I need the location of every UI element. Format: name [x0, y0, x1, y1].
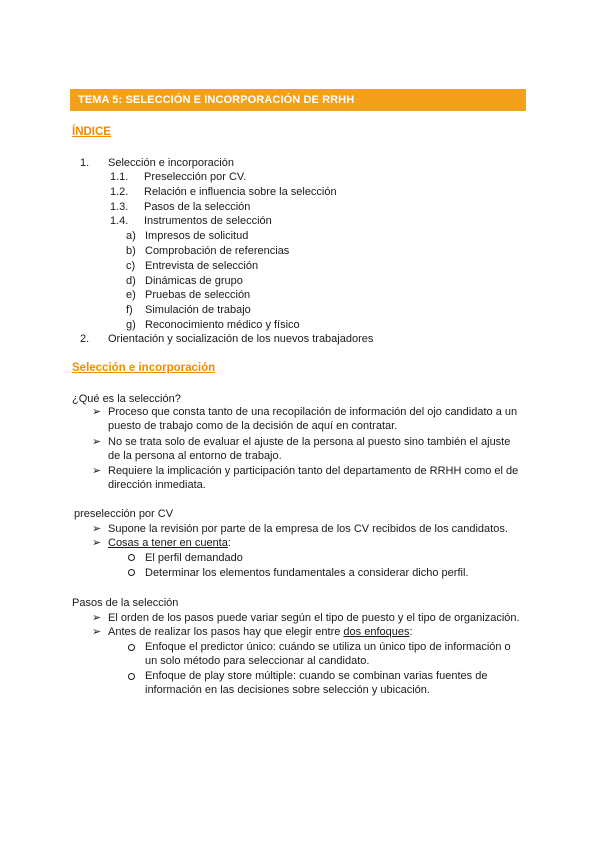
circle-bullet-icon: [128, 644, 135, 651]
bullet-suffix: :: [227, 537, 231, 549]
sub-bullet-text: información en las decisiones sobre selección y ubicación.: [145, 684, 430, 696]
bullet-text: Supone la revisión por parte de la empresa de los CV recibidos de los candidatos.: [108, 523, 508, 535]
arrow-bullet-icon: ➢: [92, 406, 102, 418]
index-num: d): [126, 275, 136, 287]
section-question: ¿Qué es la selección?: [72, 393, 181, 405]
index-num: c): [126, 260, 136, 272]
bullet-text: puesto de trabajo como de la decisión de aquí en contratar.: [108, 420, 398, 432]
document-title: TEMA 5: SELECCIÓN E INCORPORACIÓN DE RRHH: [78, 94, 355, 106]
arrow-bullet-icon: ➢: [92, 626, 102, 638]
sub-bullet-text: Determinar los elementos fundamentales a considerar dicho perfil.: [145, 567, 469, 579]
underlined-phrase: dos enfoques: [343, 626, 410, 638]
index-num: 1.3.: [110, 201, 129, 213]
index-num: 1.1.: [110, 171, 129, 183]
title-banner: [70, 89, 526, 111]
bullet-text: dirección inmediata.: [108, 479, 206, 491]
bullet-text: [108, 536, 231, 550]
index-item: Comprobación de referencias: [145, 245, 290, 257]
index-num: 1.: [80, 157, 90, 169]
arrow-bullet-icon: ➢: [92, 465, 102, 477]
bullet-text: El orden de los pasos puede variar según el tipo de puesto y el tipo de organización.: [108, 612, 520, 624]
circle-bullet-icon: [128, 569, 135, 576]
steps-title: Pasos de la selección: [72, 597, 179, 609]
index-item: Preselección por CV.: [144, 171, 247, 183]
index-heading: ÍNDICE: [72, 126, 111, 138]
index-num: a): [126, 230, 136, 242]
arrow-bullet-icon: ➢: [92, 523, 102, 535]
index-num: b): [126, 245, 136, 257]
underlined-phrase: Cosas a tener en cuenta: [108, 537, 228, 549]
index-num: g): [126, 319, 136, 331]
index-item: Relación e influencia sobre la selección: [144, 186, 337, 198]
arrow-bullet-icon: ➢: [92, 436, 102, 448]
sub-bullet-text: Enfoque de play store múltiple: cuando se combinan varias fuentes de: [145, 670, 488, 682]
index-item: Pruebas de selección: [145, 289, 251, 301]
bullet-suffix: :: [409, 626, 413, 638]
index-item: Reconocimiento médico y físico: [145, 319, 300, 331]
bullet-text: Requiere la implicación y participación tanto del departamento de RRHH como el de: [108, 465, 519, 477]
preselection-title: preselección por CV: [74, 508, 174, 520]
index-item: Dinámicas de grupo: [145, 275, 243, 287]
index-item: Instrumentos de selección: [144, 215, 272, 227]
index-item: Pasos de la selección: [144, 201, 251, 213]
index-item: Orientación y socialización de los nuevos trabajadores: [108, 333, 374, 345]
index-num: 1.2.: [110, 186, 129, 198]
index-num: 1.4.: [110, 215, 129, 227]
index-num: e): [126, 289, 136, 301]
sub-bullet-text: El perfil demandado: [145, 552, 243, 564]
index-item: Simulación de trabajo: [145, 304, 251, 316]
index-num: f): [126, 304, 133, 316]
arrow-bullet-icon: ➢: [92, 537, 102, 549]
sub-bullet-text: un solo método para seleccionar al candidato.: [145, 655, 370, 667]
bullet-text: [108, 625, 413, 639]
arrow-bullet-icon: ➢: [92, 612, 102, 624]
bullet-text: Proceso que consta tanto de una recopilación de información del ojo candidato a un: [108, 406, 518, 418]
sub-bullet-text: Enfoque el predictor único: cuándo se utiliza un único tipo de información o: [145, 641, 511, 653]
bullet-text: No se trata solo de evaluar el ajuste de la persona al puesto sino también el ajuste: [108, 436, 511, 448]
index-num: 2.: [80, 333, 90, 345]
bullet-text: de la persona al entorno de trabajo.: [108, 450, 282, 462]
index-item: Impresos de solicitud: [145, 230, 249, 242]
circle-bullet-icon: [128, 554, 135, 561]
section-heading: Selección e incorporación: [72, 362, 216, 374]
index-item: Selección e incorporación: [108, 157, 234, 169]
circle-bullet-icon: [128, 673, 135, 680]
index-item: Entrevista de selección: [145, 260, 259, 272]
bullet-prefix: Antes de realizar los pasos hay que elegir entre: [108, 626, 344, 638]
